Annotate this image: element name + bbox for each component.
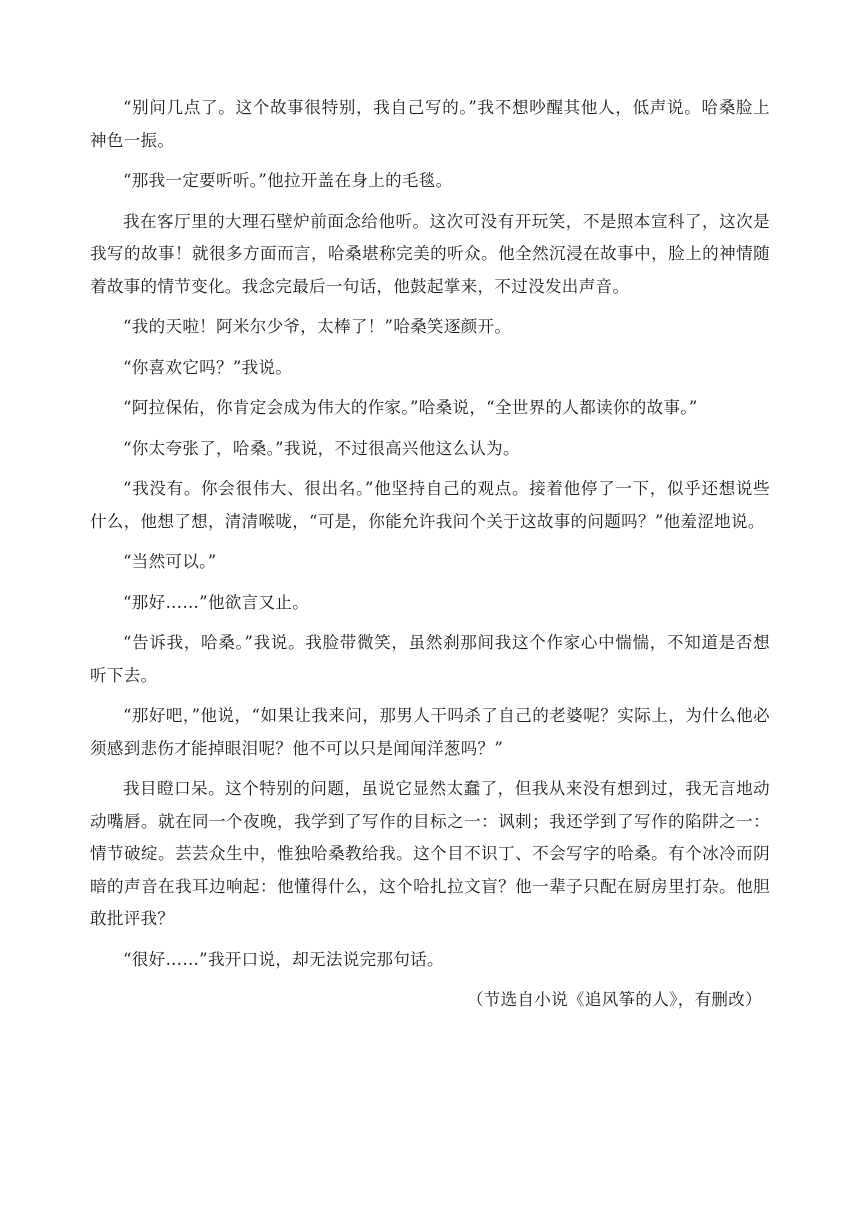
paragraph: “我没有。你会很伟大、很出名。”他坚持自己的观点。接着他停了一下，似乎还想说些什么，他想了想，清清喉咙，“可是，你能允许我问个关于这故事的问题吗？”他羞涩地说。	[90, 479, 770, 531]
paragraph: “那我一定要听听。”他拉开盖在身上的毛毯。	[123, 171, 453, 190]
paragraph: “阿拉保佑，你肯定会成为伟大的作家。”哈桑说，“全世界的人都读你的故事。”	[123, 398, 698, 417]
paragraph: “你太夸张了，哈桑。”我说，不过很高兴他这么认为。	[123, 438, 520, 458]
document-page	[90, 92, 770, 1017]
paragraph: “那好……”他欲言又止。	[123, 592, 310, 612]
paragraph: “别问几点了。这个故事很特别，我自己写的。”我不想吵醒其他人，低声说。哈桑脸上神色一振。	[90, 98, 770, 150]
paragraph: “我的天啦！阿米尔少爷，太棒了！”哈桑笑逐颜开。	[123, 317, 512, 336]
source-note: （节选自小说《追风筝的人》，有删改）	[466, 990, 762, 1009]
paragraph: 我在客厅里的大理石壁炉前面念给他听。这次可没有开玩笑，不是照本宣科了，这次是我写的故事！就很多方面而言，哈桑堪称完美的听众。他全然沉浸在故事中，脸上的神情随着故事的情节变化。我念完最后一句话，他鼓起掌来，不过没发出声音。	[90, 211, 770, 296]
paragraph: “那好吧，”他说，“如果让我来问，那男人干吗杀了自己的老婆呢？实际上，为什么他必须感到悲伤才能掉眼泪呢？他不可以只是闻闻洋葱吗？”	[90, 706, 770, 758]
paragraph: “很好……”我开口说，却无法说完那句话。	[123, 949, 444, 969]
paragraph: 我目瞪口呆。这个特别的问题，虽说它显然太蠢了，但我从来没有想到过，我无言地动动嘴唇。就在同一个夜晚，我学到了写作的目标之一：讽刺；我还学到了写作的陷阱之一：情节破绽。芸芸众生中，惟独哈桑教给我。这个目不识丁、不会写字的哈桑。有个冰冷而阴暗的声音在我耳边响起：他懂得什么，这个哈扎拉文盲？他一辈子只配在厨房里打杂。他胆敢批评我？	[90, 779, 770, 928]
paragraph: “你喜欢它吗？”我说。	[123, 357, 293, 377]
paragraph: “告诉我，哈桑。”我说。我脸带微笑，虽然刹那间我这个作家心中惴惴，不知道是否想听下去。	[90, 633, 770, 685]
paragraph: “当然可以。”	[123, 552, 217, 571]
